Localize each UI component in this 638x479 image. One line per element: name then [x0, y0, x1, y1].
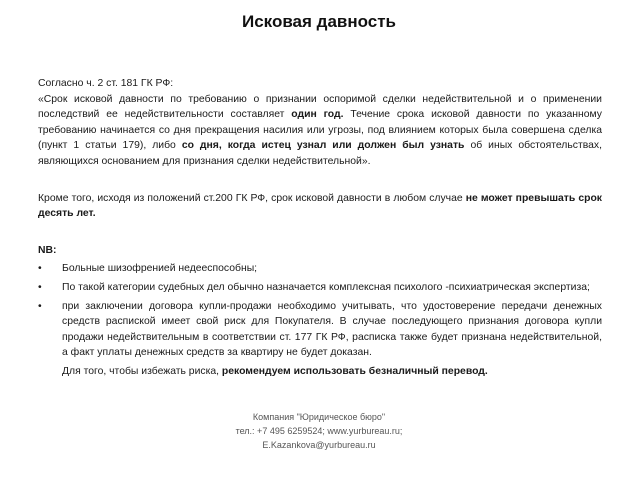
intro-text: Согласно ч. 2 ст. 181 ГК РФ: [38, 78, 174, 89]
footer-contacts: тел.: +7 495 6259524; www.yurbureau.ru; [235, 426, 403, 436]
recommendation-text: Для того, чтобы избежать риска, [62, 365, 222, 377]
list-item [38, 280, 602, 296]
limit-text: Кроме того, исходя из положений ст.200 ГК РФ, срок исковой давности в любом случае [38, 192, 466, 204]
list-item-text: при заключении договора купли-продажи необходимо учитывать, что удостоверение передачи денежных средств распиской имеет свой риск для Покупателя. В случае последующего признания договора купли продажи недействительным в соответствии ст. 177 ГК РФ, расписка также будет признана недействительной, а факт уплаты денежных средств за квартиру не будет доказан. [62, 300, 602, 359]
quote-text-2: Течение срока исковой давности по указанному требованию начинается со дня прекращения насилия или угрозы, под влиянием которых была совершена сделка (пункт 1 статьи 179), либо [38, 109, 602, 152]
recommendation [62, 364, 602, 380]
bullet-icon: • [38, 300, 42, 312]
bullet-icon: • [38, 263, 42, 275]
list-item-text: Больные шизофренией недееспособны; [62, 263, 258, 275]
nb-heading: NB: [38, 244, 57, 256]
quote-text-3: об иных обстоятельствах, являющихся основанием для признания сделки недействительной». [38, 140, 602, 167]
bullet-icon: • [38, 281, 42, 293]
page-title: Исковая давность [241, 12, 397, 31]
document-body [38, 76, 602, 380]
quote-bold-1: один год. [291, 109, 344, 121]
list-item [38, 261, 602, 277]
quote-bold-2: со дня, когда истец узнал или должен был узнать [181, 140, 465, 152]
footer-company: Компания "Юридическое бюро" [252, 412, 386, 422]
list-item [38, 299, 602, 361]
limit-bold: не может превышать срок десять лет. [38, 192, 603, 220]
footer [0, 410, 638, 452]
recommendation-bold: рекомендуем использовать безналичный перевод. [221, 365, 488, 377]
nb-list [38, 261, 602, 361]
quote-paragraph [38, 92, 602, 170]
quote-text-1: «Срок исковой давности по требованию о признании оспоримой сделки недействительной и о применении последствий ее недействительности составляет [38, 93, 602, 121]
list-item-text: По такой категории судебных дел обычно назначается комплексная психолого -психиатрическая экспертиза; [62, 281, 590, 293]
footer-email: E.Kazankova@yurbureau.ru [262, 440, 376, 450]
limit-paragraph [38, 191, 602, 222]
